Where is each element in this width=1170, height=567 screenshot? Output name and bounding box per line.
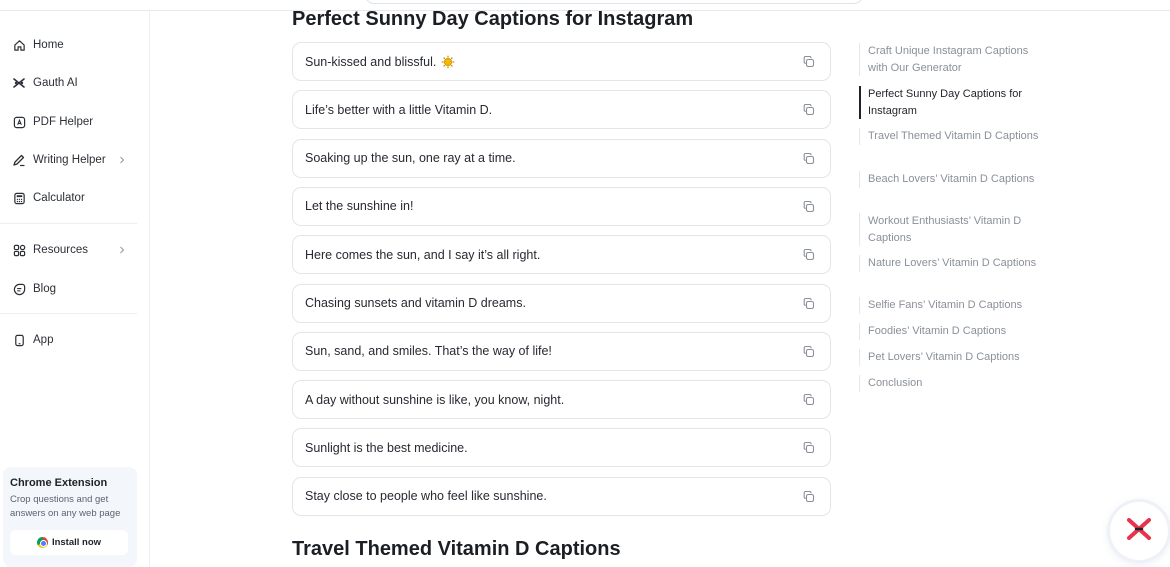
sidebar-item-app[interactable] (12, 329, 137, 351)
copy-icon[interactable] (802, 55, 816, 69)
caption-text: Chasing sunsets and vitamin D dreams. (305, 296, 526, 310)
toc-item[interactable]: Craft Unique Instagram Captions with Our Generator (859, 43, 1039, 76)
chrome-extension-card (3, 467, 137, 567)
sidebar-item-label: App (33, 334, 54, 346)
caption-text: Let the sunshine in! (305, 199, 414, 214)
sidebar-item-label: Calculator (33, 192, 85, 204)
copy-icon[interactable] (802, 297, 816, 311)
toc-item[interactable]: Pet Lovers’ Vitamin D Captions (859, 349, 1039, 366)
sun-emoji-icon (441, 55, 455, 69)
chrome-icon (37, 537, 48, 548)
caption-card (292, 42, 831, 81)
copy-icon[interactable] (802, 103, 816, 117)
caption-card (292, 187, 831, 226)
pen-icon (12, 153, 26, 167)
install-now-label: Install now (51, 537, 102, 548)
blog-icon (12, 282, 26, 296)
caption-card (292, 235, 831, 274)
copy-icon[interactable] (802, 490, 816, 504)
toc-item[interactable]: Conclusion (859, 375, 1039, 392)
sidebar-item-label: Writing Helper (33, 154, 106, 166)
caption-card (292, 332, 831, 371)
copy-icon[interactable] (802, 248, 816, 262)
grid-icon (12, 243, 26, 257)
toc-item[interactable]: Beach Lovers’ Vitamin D Captions (859, 171, 1039, 188)
toc-item[interactable]: Foodies’ Vitamin D Captions (859, 323, 1039, 340)
copy-icon[interactable] (802, 441, 816, 455)
caption-card (292, 477, 831, 516)
copy-icon[interactable] (802, 152, 816, 166)
phone-icon (12, 333, 26, 347)
caption-card (292, 90, 831, 129)
home-icon (12, 38, 26, 52)
extension-title: Chrome Extension (10, 477, 108, 489)
copy-icon[interactable] (802, 393, 816, 407)
extension-description: Crop questions and get answers on any web page (10, 494, 121, 519)
sidebar-divider (0, 313, 137, 314)
gauth-ai-icon (12, 76, 26, 90)
caption-text: Life’s better with a little Vitamin D. (305, 102, 493, 117)
toc-item[interactable]: Workout Enthusiasts’ Vitamin D Captions (859, 213, 1039, 246)
sidebar-item-gauth-ai[interactable] (12, 72, 137, 94)
toc-item[interactable]: Perfect Sunny Day Captions for Instagram (859, 86, 1039, 119)
sidebar-item-label: Resources (33, 244, 88, 256)
sidebar-item-label: Blog (33, 283, 57, 295)
chevron-right-icon (115, 153, 129, 167)
sidebar-divider (0, 223, 137, 224)
copy-icon[interactable] (802, 200, 816, 214)
sidebar-item-calculator[interactable] (12, 187, 137, 209)
next-section-title: Travel Themed Vitamin D Captions (292, 538, 621, 560)
install-now-button[interactable] (10, 530, 128, 555)
caption-card (292, 139, 831, 178)
pdf-icon (12, 115, 26, 129)
chevron-right-icon (115, 243, 129, 257)
toc-item[interactable]: Nature Lovers’ Vitamin D Captions (859, 255, 1039, 272)
sidebar-item-label: Gauth AI (33, 77, 78, 89)
copy-icon[interactable] (802, 345, 816, 359)
caption-text: Here comes the sun, and I say it’s all right. (305, 247, 541, 262)
caption-text: Sun-kissed and blissful. (305, 54, 437, 69)
toc-item[interactable]: Selfie Fans’ Vitamin D Captions (859, 297, 1039, 314)
caption-card (292, 380, 831, 419)
sidebar-item-writing-helper[interactable] (12, 149, 137, 171)
sidebar-item-resources[interactable] (12, 239, 137, 261)
caption-text: Sun, sand, and smiles. That’s the way of life! (305, 344, 552, 359)
sidebar-item-pdf-helper[interactable] (12, 111, 137, 133)
sidebar (0, 11, 150, 567)
search-bar-edge[interactable] (365, 0, 863, 4)
caption-text: Stay close to people who feel like sunshine. (305, 489, 547, 504)
section-title: Perfect Sunny Day Captions for Instagram (292, 8, 694, 30)
sidebar-item-blog[interactable] (12, 278, 137, 300)
caption-text: Sunlight is the best medicine. (305, 440, 468, 455)
floating-gauth-button[interactable] (1110, 502, 1168, 560)
caption-text: Soaking up the sun, one ray at a time. (305, 151, 516, 166)
caption-card (292, 284, 831, 323)
sidebar-item-label: PDF Helper (33, 116, 94, 128)
gauth-logo-icon (1126, 518, 1152, 545)
toc-item[interactable]: Travel Themed Vitamin D Captions (859, 128, 1039, 145)
sidebar-item-label: Home (33, 39, 64, 51)
sidebar-item-home[interactable] (12, 34, 137, 56)
caption-card (292, 428, 831, 467)
caption-text: A day without sunshine is like, you know, night. (305, 392, 565, 407)
calculator-icon (12, 191, 26, 205)
